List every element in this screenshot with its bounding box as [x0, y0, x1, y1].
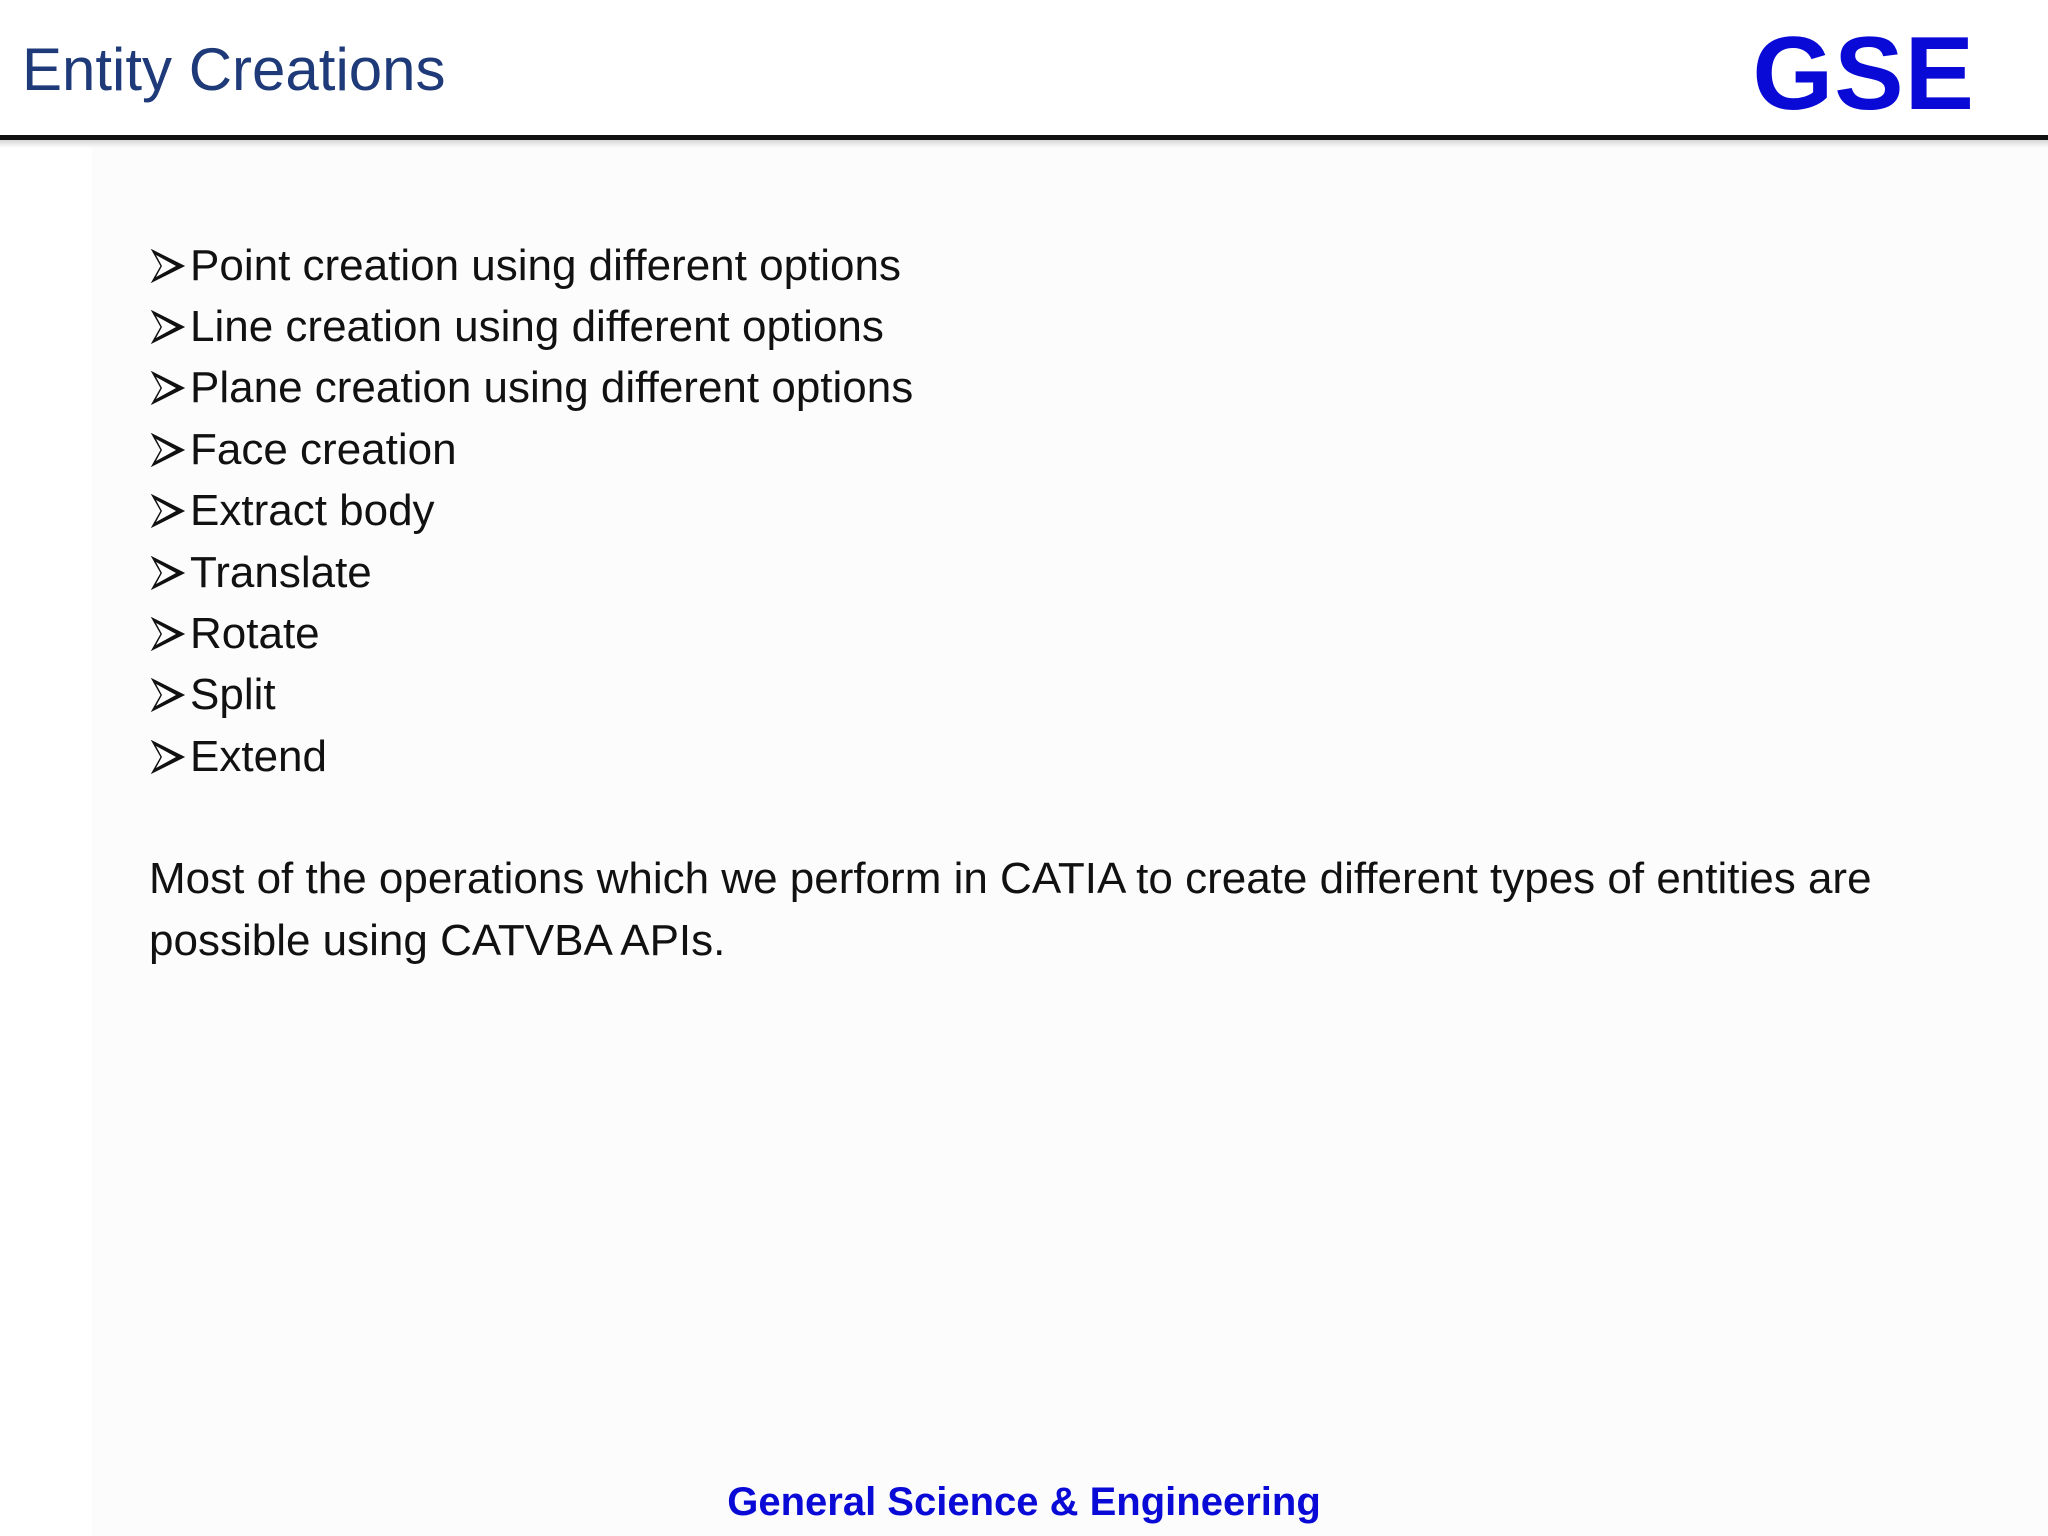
arrowhead-bullet-icon: [148, 244, 190, 288]
bullet-text: Plane creation using different options: [190, 363, 914, 413]
bullet-list: [148, 235, 913, 788]
gse-logo: GSE: [1752, 16, 1975, 132]
bullet-text: Extend: [190, 731, 327, 781]
bullet-text: Extract body: [190, 486, 435, 536]
body-paragraph: Most of the operations which we perform in CATIA to create different types of entities are possible using CATVBA APIs.: [149, 854, 1872, 965]
bullet-text: Split: [190, 670, 276, 720]
bullet-text: Point creation using different options: [190, 240, 901, 290]
list-item: [148, 235, 913, 296]
arrowhead-bullet-icon: [148, 305, 190, 349]
list-item: [148, 665, 913, 726]
list-item: [148, 358, 913, 419]
slide-header: [0, 0, 2048, 140]
bullet-text: Line creation using different options: [190, 302, 884, 352]
list-item: [148, 603, 913, 664]
arrowhead-bullet-icon: [148, 551, 190, 595]
arrowhead-bullet-icon: [148, 612, 190, 656]
arrowhead-bullet-icon: [148, 735, 190, 779]
bullet-text: Rotate: [190, 609, 320, 659]
footer-text: General Science & Engineering: [727, 1480, 1321, 1524]
arrowhead-bullet-icon: [148, 673, 190, 717]
arrowhead-bullet-icon: [148, 366, 190, 410]
header-divider-shadow: [0, 140, 2048, 148]
list-item: [148, 481, 913, 542]
arrowhead-bullet-icon: [148, 489, 190, 533]
bullet-text: Face creation: [190, 424, 457, 474]
arrowhead-bullet-icon: [148, 428, 190, 472]
bullet-text: Translate: [190, 547, 372, 597]
list-item: [148, 419, 913, 480]
list-item: [148, 296, 913, 357]
list-item: [148, 726, 913, 787]
slide-title: Entity Creations: [22, 36, 446, 103]
list-item: [148, 542, 913, 603]
